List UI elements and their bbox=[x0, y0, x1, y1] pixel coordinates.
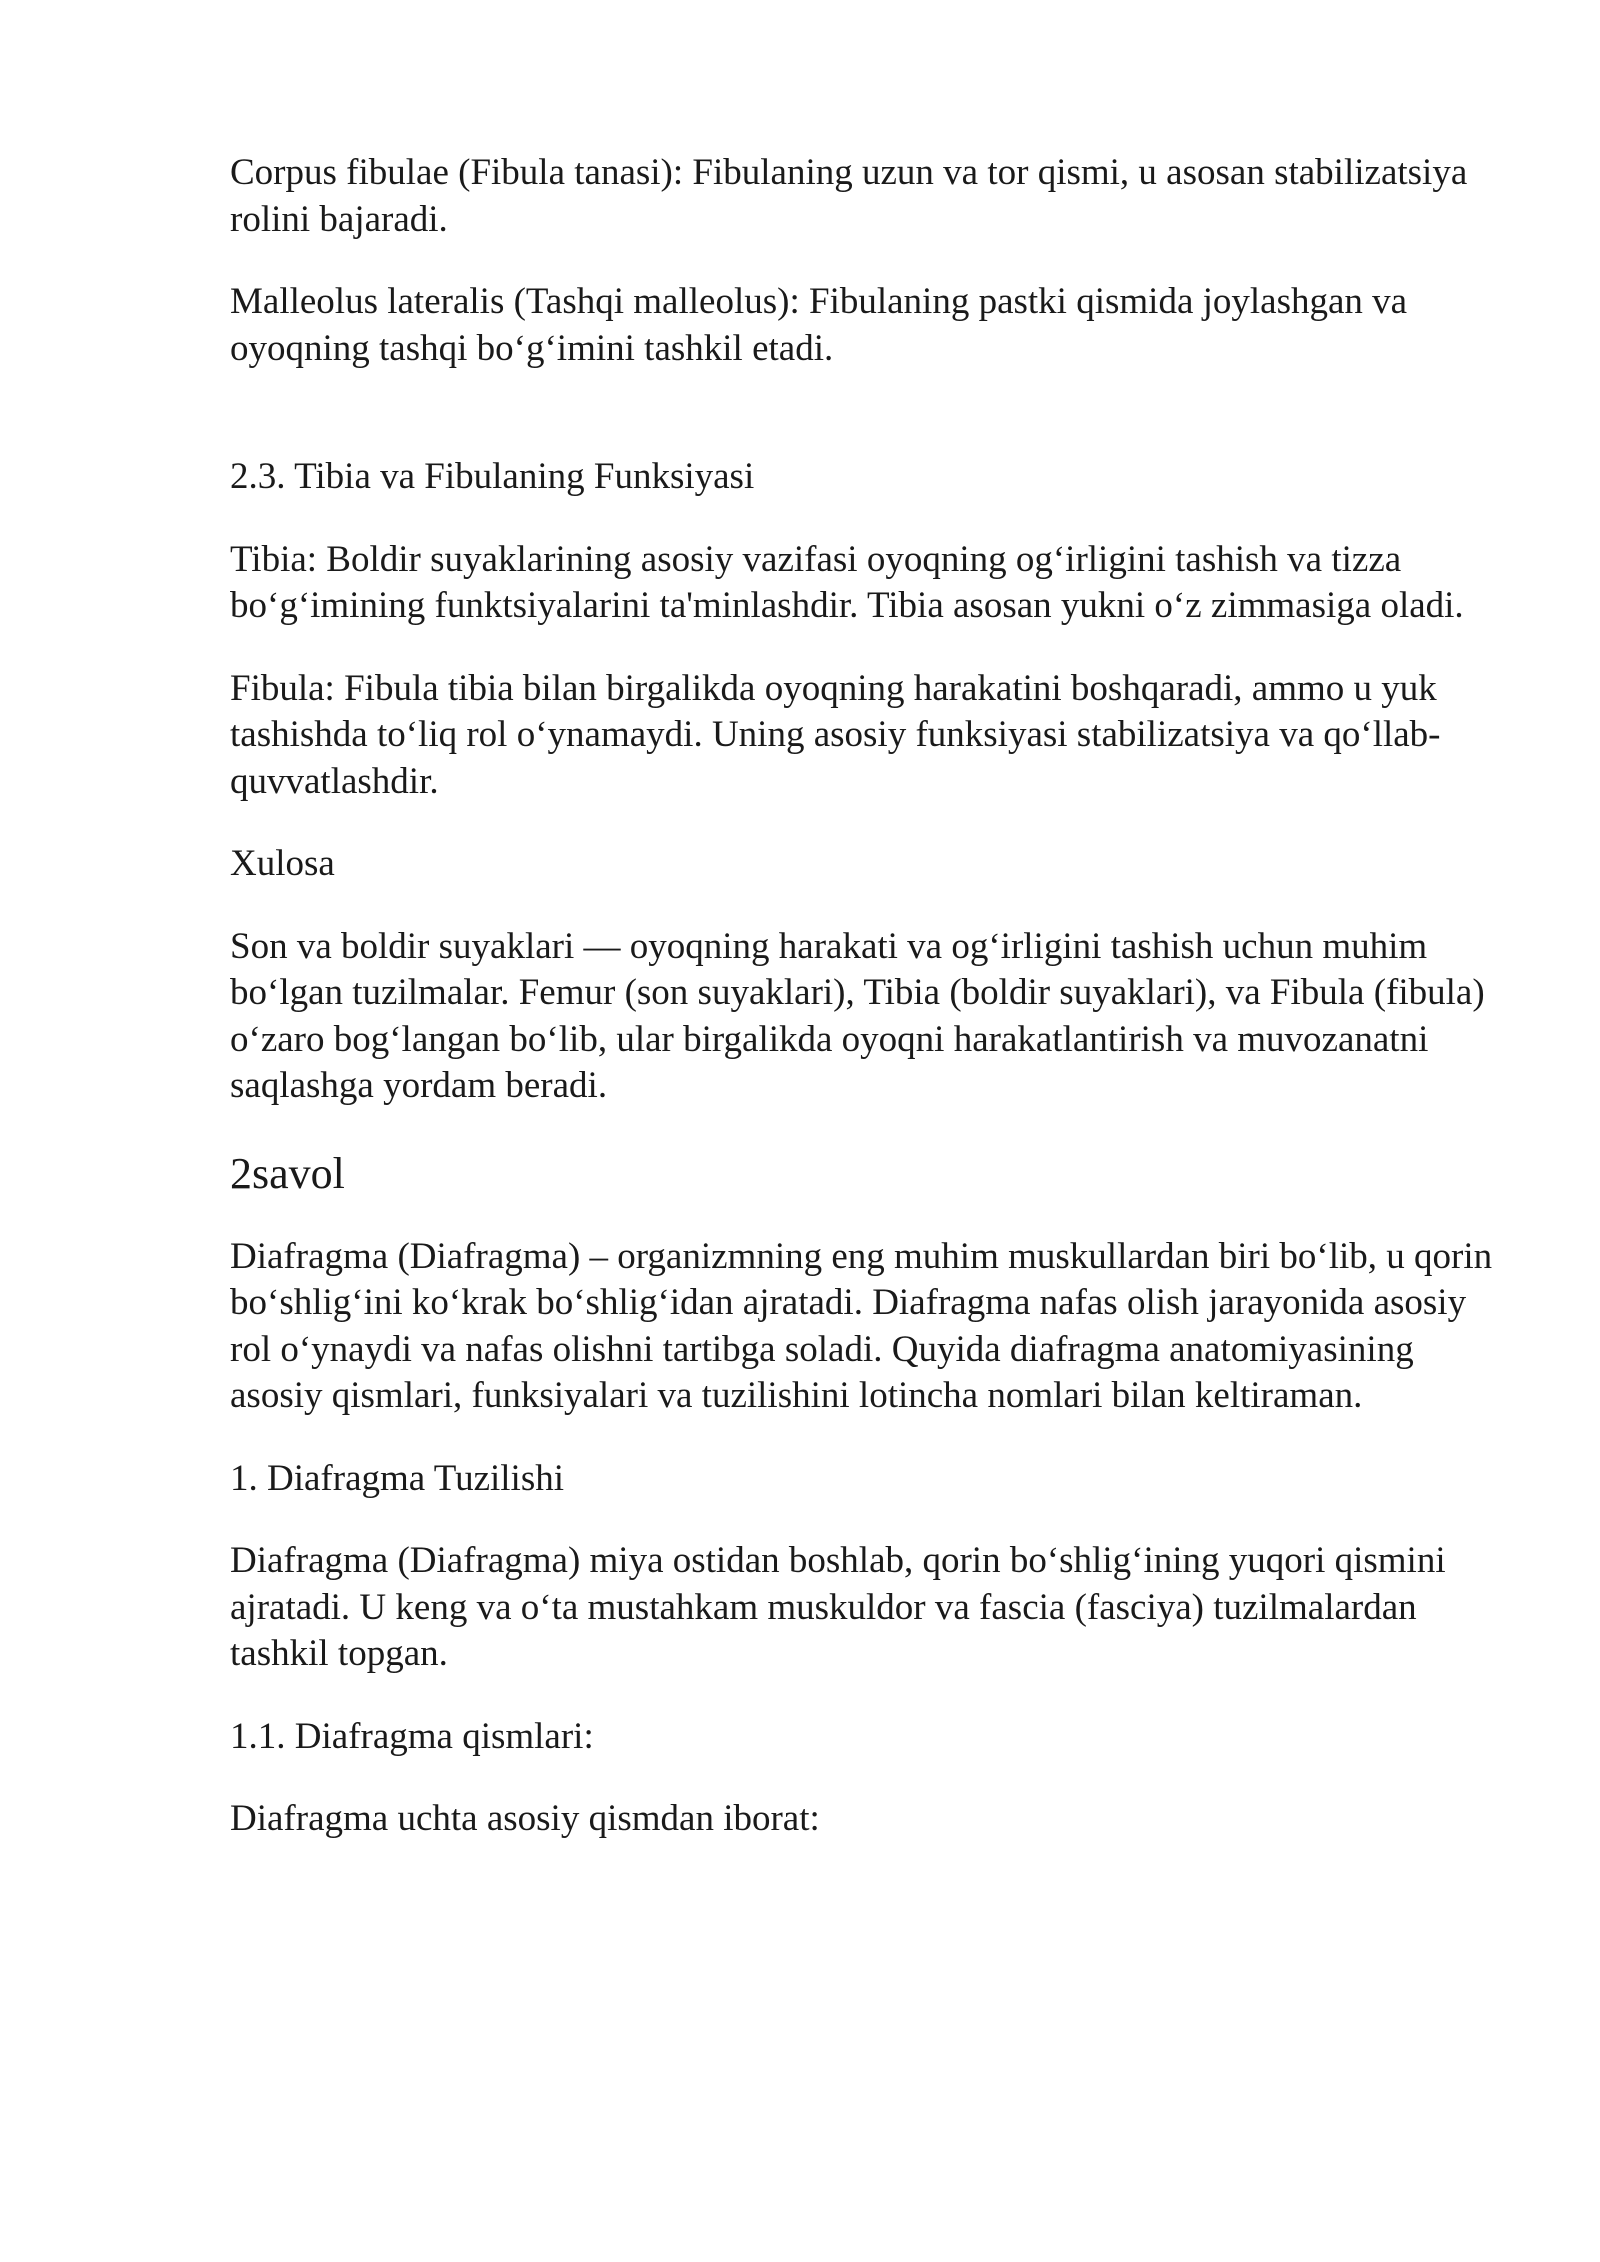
section-heading-xulosa: Xulosa bbox=[230, 843, 335, 884]
heading-2savol: 2savol bbox=[230, 1148, 345, 1198]
paragraph-fibula: Fibula: Fibula tibia bilan birgalikda oyoqning harakatini boshqaradi, ammo u yuk tashishda to‘liq rol o‘ynamaydi. Uning asosiy funksiyasi stabilizatsiya va qo‘llab-quvvatlashdir. bbox=[230, 667, 1441, 802]
section-heading-diafragma-tuzilishi: 1. Diafragma Tuzilishi bbox=[230, 1457, 565, 1499]
paragraph-conclusion: Son va boldir suyaklari — oyoqning harakati va og‘irligini tashish uchun muhim bo‘lgan tuzilmalar. Femur (son suyaklari), Tibia (boldir suyaklari), va Fibula (fibula) o‘zaro bog‘langan bo‘lib, ular birgalikda oyoqni harakatlantirish va muvozanatni saqlashga yordam beradi. bbox=[230, 925, 1485, 1106]
paragraph-malleolus-lateralis: Malleolus lateralis (Tashqi malleolus): Fibulaning pastki qismida joylashgan va oyoqning tashqi bo‘g‘imini tashkil etadi. bbox=[230, 281, 1408, 369]
section-heading-tibia-fibula-function: 2.3. Tibia va Fibulaning Funksiyasi bbox=[230, 456, 755, 497]
document-page bbox=[230, 150, 1500, 1879]
section-heading-diafragma-qismlari: 1.1. Diafragma qismlari: bbox=[230, 1715, 594, 1757]
paragraph-tibia: Tibia: Boldir suyaklarining asosiy vazifasi oyoqning og‘irligini tashish va tizza bo‘g‘imining funktsiyalarini ta'minlashdir. Tibia asosan yukni o‘z zimmasiga oladi. bbox=[230, 538, 1464, 626]
paragraph-diafragma-structure: Diafragma (Diafragma) miya ostidan boshlab, qorin bo‘shlig‘ining yuqori qismini ajratadi. U keng va o‘ta mustahkam muskuldor va fascia (fasciya) tuzilmalardan tashkil topgan. bbox=[230, 1540, 1446, 1674]
paragraph-diafragma-parts: Diafragma uchta asosiy qismdan iborat: bbox=[230, 1798, 820, 1839]
paragraph-diafragma-intro: Diafragma (Diafragma) – organizmning eng muhim muskullardan biri bo‘lib, u qorin bo‘shlig‘ini ko‘krak bo‘shlig‘idan ajratadi. Diafragma nafas olish jarayonida asosiy rol o‘ynaydi va nafas olishni tartibga soladi. Quyida diafragma anatomiyasining asosiy qismlari, funksiyalari va tuzilishini lotincha nomlari bilan keltiraman. bbox=[230, 1235, 1493, 1416]
paragraph-corpus-fibulae: Corpus fibulae (Fibula tanasi): Fibulaning uzun va tor qismi, u asosan stabilizatsiya rolini bajaradi. bbox=[230, 152, 1468, 240]
